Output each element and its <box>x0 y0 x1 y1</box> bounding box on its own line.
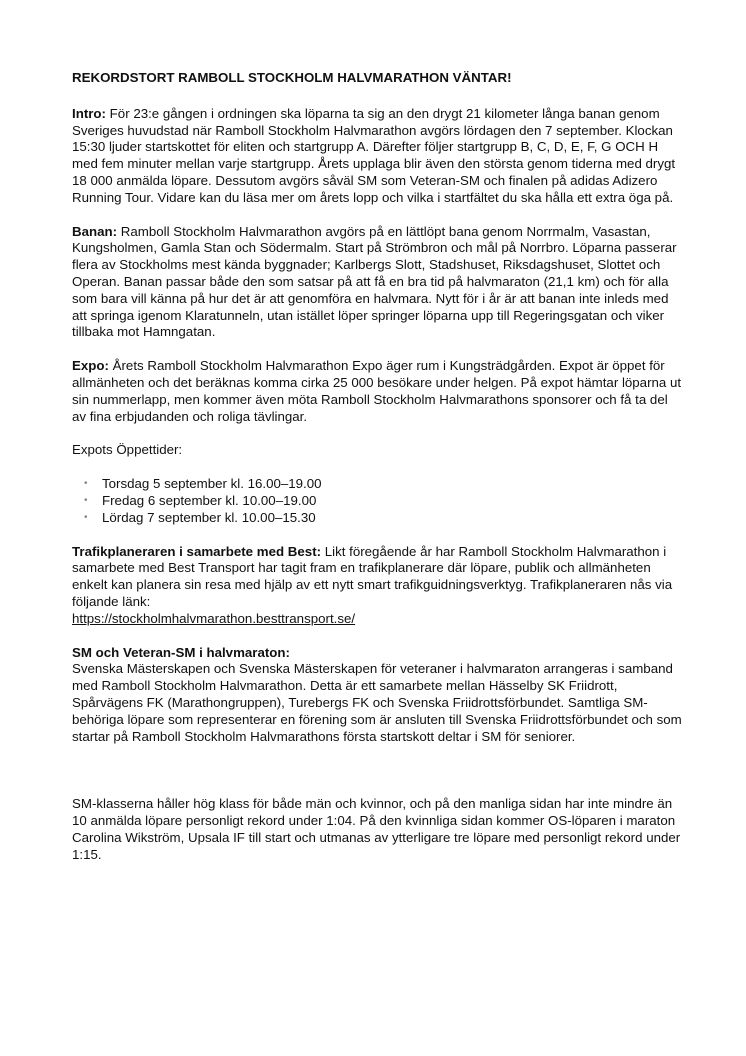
expo-lead: Expo: <box>72 358 109 374</box>
list-item <box>84 510 684 527</box>
list-item-text: Torsdag 5 september kl. 16.00–19.00 <box>102 476 322 492</box>
intro-paragraph <box>72 106 684 207</box>
sm-text: Svenska Mästerskapen och Svenska Mästerskapen för veteraner i halvmaraton arrangeras i samband med Ramboll Stockholm Halvmarathon. Detta är ett samarbete mellan Hässelby SK Friidrott, Spårvägens FK (Marathongruppen), Turebergs FK och Svenska Friidrottsförbundet. Samtliga SM-behöriga löpare som representerar en förening som är ansluten till Svenska Friidrottsförbundet och som startar på Ramboll Stockholm Halvmarathons första startskott deltar i SM för seniorer. <box>72 661 682 744</box>
intro-lead: Intro: <box>72 105 106 121</box>
banan-paragraph <box>72 224 684 342</box>
traffic-paragraph <box>72 544 684 628</box>
list-item <box>84 476 684 493</box>
list-item-text: Fredag 6 september kl. 10.00–19.00 <box>102 492 317 508</box>
page-title: REKORDSTORT RAMBOLL STOCKHOLM HALVMARATHON VÄNTAR! <box>72 70 512 85</box>
hours-heading: Expots Öppettider: <box>72 442 183 458</box>
list-item <box>84 493 684 510</box>
sm-paragraph <box>72 645 684 746</box>
document-page <box>72 70 684 880</box>
traffic-planner-link[interactable]: https://stockholmhalvmarathon.besttransport.se/ <box>72 610 356 626</box>
spacer <box>72 762 684 796</box>
opening-hours-list <box>72 476 684 526</box>
traffic-lead: Trafikplaneraren i samarbete med Best: <box>72 543 322 559</box>
list-item-text: Lördag 7 september kl. 10.00–15.30 <box>102 509 316 525</box>
expo-text: Årets Ramboll Stockholm Halvmarathon Expo äger rum i Kungsträdgården. Expot är öppet för allmänheten och det beräknas komma cirka 25 000 besökare under helgen. På expot hämtar löparna ut sin nummerlapp, men kommer även möta Ramboll Stockholm Halvmarathons sponsorer och få ta del av fina erbjudanden och roliga tävlingar. <box>72 358 682 424</box>
banan-text: Ramboll Stockholm Halvmarathon avgörs på en lättlöpt bana genom Norrmalm, Vasastan, Kungsholmen, Gamla Stan och Södermalm. Start på Strömbron och mål på Norrbro. Löparna passerar flera av Stockholms mest kända byggnader; Karlbergs Slott, Stadshuset, Riksdagshuset, Slottet och Operan. Banan passar både den som satsar på att få en bra tid på halvmaraton (21,1 km) och för alla som bara vill känna på hur det är att genomföra en halvmara. Nytt för i år är att banan inte inleds med att springa igenom Klaratunneln, utan istället löper springer löparna upp till Regeringsgatan och viker tillbaka mot Hamngatan. <box>72 223 677 340</box>
bullet-icon: • <box>84 511 88 523</box>
bullet-icon: • <box>84 478 88 490</box>
banan-lead: Banan: <box>72 223 118 239</box>
sm-classes-paragraph: SM-klasserna håller hög klass för både män och kvinnor, och på den manliga sidan har inte mindre än 10 anmälda löpare personligt rekord under 1:04. På den kvinnliga sidan kommer OS-löparen i maraton Carolina Wikström, Upsala IF till start och utmanas av ytterligare tre löpare med personligt rekord under 1:15. <box>72 796 681 862</box>
bullet-icon: • <box>84 494 88 506</box>
expo-paragraph <box>72 358 684 425</box>
intro-text: För 23:e gången i ordningen ska löparna ta sig an den drygt 21 kilometer långa banan genom Sveriges huvudstad när Ramboll Stockholm Halvmarathon avgörs lördagen den 7 september. Klockan 15:30 ljuder startskottet för eliten och startgrupp A. Därefter följer startgrupp B, C, D, E, F, G OCH H med fem minuter mellan varje startgrupp. Årets upplaga blir även den största genom tiderna med drygt 18 000 anmälda löpare. Dessutom avgörs såväl SM som Veteran-SM och finalen på adidas Adizero Running Tour. Vidare kan du läsa mer om årets lopp och vilka i startfältet du ska hålla ett extra öga på. <box>72 105 676 205</box>
traffic-text: Likt föregående år har Ramboll Stockholm Halvmarathon i samarbete med Best Transport har tagit fram en trafikplanerare där löpare, publik och allmänheten enkelt kan planera sin resa med hjälp av ett nytt smart trafikguidningsverktyg. Trafikplaneraren nås via följande länk: <box>72 543 673 609</box>
sm-heading: SM och Veteran-SM i halvmaraton: <box>72 644 290 660</box>
